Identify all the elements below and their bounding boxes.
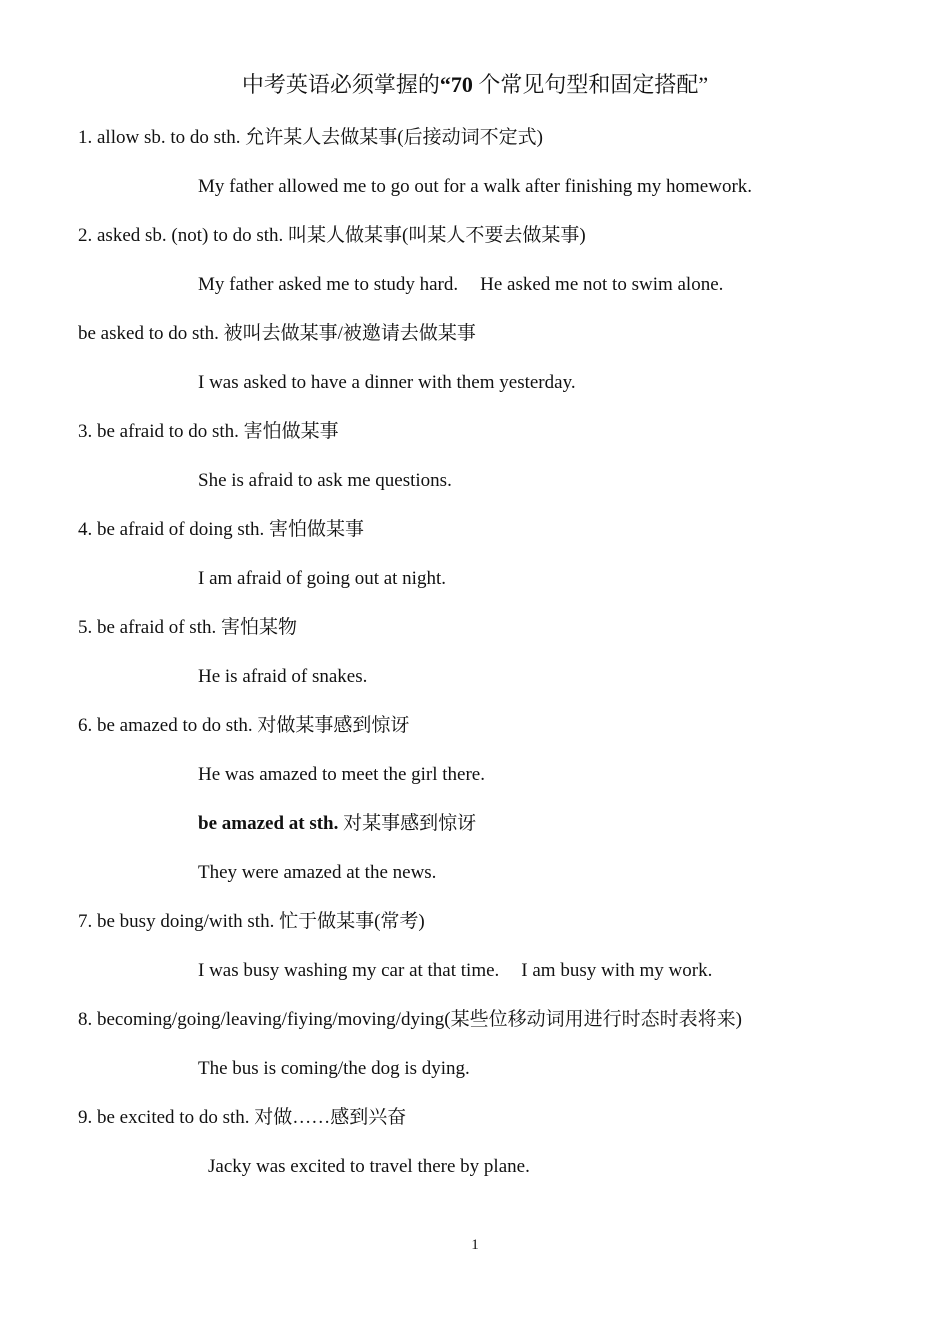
example-7b: I am busy with my work. bbox=[521, 960, 713, 981]
phrase-6: 6. be amazed to do sth. 对做某事感到惊讶 bbox=[78, 715, 410, 736]
example-6: He was amazed to meet the girl there. bbox=[198, 764, 485, 785]
title-suffix: 个常见句型和固定搭配” bbox=[472, 72, 709, 97]
example-5: He is afraid of snakes. bbox=[198, 666, 368, 687]
phrase-6b-meaning: 对某事感到惊讶 bbox=[338, 813, 477, 834]
title-bold: “70 bbox=[439, 72, 473, 97]
example-7 bbox=[198, 959, 712, 983]
example-9: Jacky was excited to travel there by plane. bbox=[208, 1156, 530, 1177]
example-8: The bus is coming/the dog is dying. bbox=[198, 1058, 470, 1079]
phrase-6b bbox=[198, 812, 476, 836]
phrase-8: 8. becoming/going/leaving/fiying/moving/dying(某些位移动词用进行时态时表将来) bbox=[78, 1009, 742, 1030]
phrase-2b: be asked to do sth. 被叫去做某事/被邀请去做某事 bbox=[78, 323, 476, 344]
example-2 bbox=[198, 273, 723, 297]
example-2a: My father asked me to study hard. bbox=[198, 274, 459, 295]
example-6b: They were amazed at the news. bbox=[198, 862, 437, 883]
example-2b: He asked me not to swim alone. bbox=[480, 274, 724, 295]
phrase-7: 7. be busy doing/with sth. 忙于做某事(常考) bbox=[78, 911, 425, 932]
phrase-2: 2. asked sb. (not) to do sth. 叫某人做某事(叫某人不要去做某事) bbox=[78, 225, 586, 246]
page-number: 1 bbox=[471, 1237, 479, 1253]
example-4: I am afraid of going out at night. bbox=[198, 568, 446, 589]
page-title bbox=[0, 68, 950, 99]
phrase-9: 9. be excited to do sth. 对做……感到兴奋 bbox=[78, 1107, 407, 1128]
phrase-5: 5. be afraid of sth. 害怕某物 bbox=[78, 617, 297, 638]
phrase-1: 1. allow sb. to do sth. 允许某人去做某事(后接动词不定式) bbox=[78, 127, 543, 148]
example-3: She is afraid to ask me questions. bbox=[198, 470, 452, 491]
phrase-3: 3. be afraid to do sth. 害怕做某事 bbox=[78, 421, 339, 442]
phrase-4: 4. be afraid of doing sth. 害怕做某事 bbox=[78, 519, 365, 540]
title-prefix: 中考英语必须掌握的 bbox=[241, 72, 440, 97]
example-2c: I was asked to have a dinner with them yesterday. bbox=[198, 372, 576, 393]
example-7a: I was busy washing my car at that time. bbox=[198, 960, 500, 981]
phrase-6b-bold: be amazed at sth. bbox=[198, 813, 339, 834]
example-1: My father allowed me to go out for a walk after finishing my homework. bbox=[198, 176, 753, 197]
